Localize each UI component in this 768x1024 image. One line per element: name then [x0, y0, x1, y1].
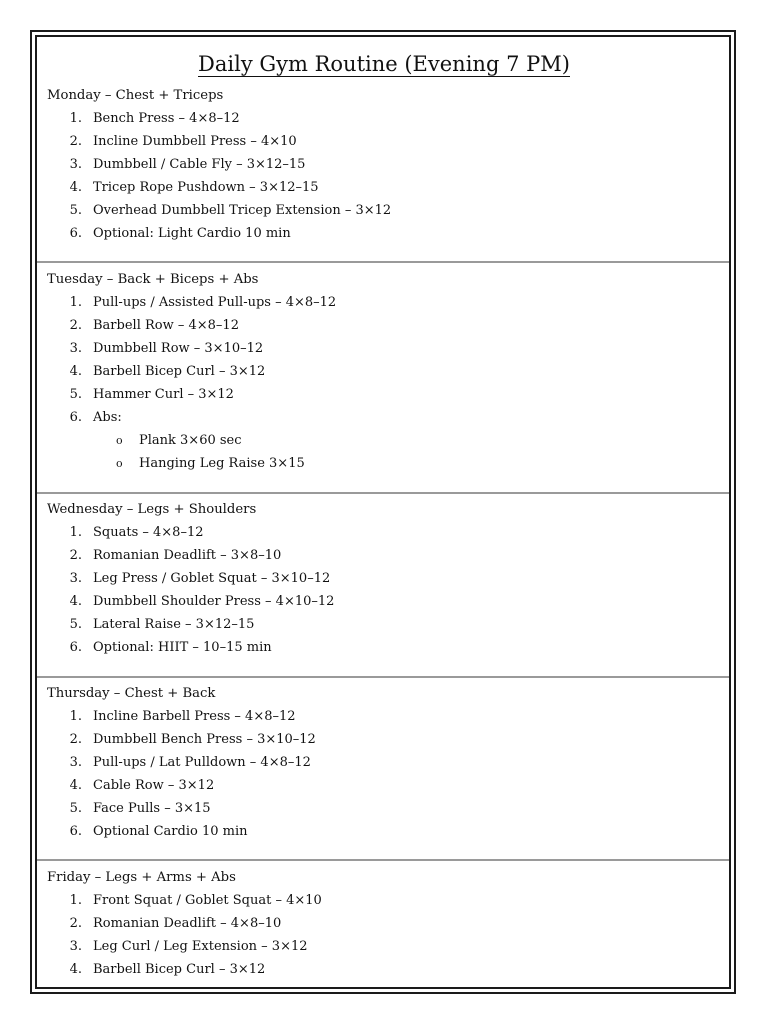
item-text: Dumbbell Shoulder Press – 4×10–12	[93, 594, 335, 609]
item-number: 5.	[69, 801, 82, 816]
item-number: 4.	[69, 180, 82, 195]
list-item	[47, 409, 727, 432]
list-item	[47, 593, 727, 616]
day-section-friday	[47, 869, 727, 984]
item-number: 2.	[69, 732, 82, 747]
item-number: 5.	[69, 617, 82, 632]
list-item	[47, 800, 727, 823]
item-number: 1.	[69, 111, 82, 126]
item-text: Barbell Bicep Curl – 3×12	[93, 364, 266, 379]
list-item	[47, 570, 727, 593]
list-item	[47, 547, 727, 570]
section-divider	[37, 261, 729, 263]
day-heading: Monday – Chest + Triceps	[47, 88, 224, 103]
item-number: 3.	[69, 157, 82, 172]
item-text: Front Squat / Goblet Squat – 4×10	[93, 893, 322, 908]
item-number: 3.	[69, 755, 82, 770]
page-title-text: Daily Gym Routine (Evening 7 PM)	[198, 52, 570, 76]
day-section-wednesday	[47, 501, 727, 662]
list-item	[47, 386, 727, 409]
item-text: Hammer Curl – 3×12	[93, 387, 234, 402]
sub-item-text: Plank 3×60 sec	[139, 433, 242, 448]
list-item	[47, 133, 727, 156]
item-number: 1.	[69, 525, 82, 540]
item-text: Romanian Deadlift – 4×8–10	[93, 916, 282, 931]
list-item	[47, 202, 727, 225]
item-number: 2.	[69, 916, 82, 931]
section-divider	[37, 492, 729, 494]
list-item	[47, 823, 727, 846]
sub-item-text: Hanging Leg Raise 3×15	[139, 456, 305, 471]
list-item	[47, 340, 727, 363]
item-text: Pull-ups / Assisted Pull-ups – 4×8–12	[93, 295, 337, 310]
item-text: Dumbbell Row – 3×10–12	[93, 341, 264, 356]
list-item	[47, 225, 727, 248]
item-text: Squats – 4×8–12	[93, 525, 204, 540]
page-title	[0, 50, 768, 78]
item-text: Tricep Rope Pushdown – 3×12–15	[93, 180, 319, 195]
list-item	[47, 938, 727, 961]
item-number: 6.	[69, 410, 82, 425]
item-number: 4.	[69, 778, 82, 793]
item-number: 3.	[69, 939, 82, 954]
day-heading: Friday – Legs + Arms + Abs	[47, 870, 236, 885]
list-item	[47, 961, 727, 984]
list-item	[47, 156, 727, 179]
list-item	[47, 317, 727, 340]
day-heading: Wednesday – Legs + Shoulders	[47, 502, 257, 517]
list-item	[47, 363, 727, 386]
item-text: Barbell Row – 4×8–12	[93, 318, 239, 333]
item-number: 2.	[69, 548, 82, 563]
item-text: Dumbbell Bench Press – 3×10–12	[93, 732, 316, 747]
item-text: Incline Dumbbell Press – 4×10	[93, 134, 297, 149]
list-item	[47, 616, 727, 639]
section-divider	[37, 676, 729, 678]
sub-list-item	[47, 455, 727, 478]
item-number: 2.	[69, 318, 82, 333]
day-section-tuesday	[47, 271, 727, 478]
item-number: 2.	[69, 134, 82, 149]
item-text: Lateral Raise – 3×12–15	[93, 617, 255, 632]
item-number: 1.	[69, 709, 82, 724]
item-text: Romanian Deadlift – 3×8–10	[93, 548, 282, 563]
list-item	[47, 754, 727, 777]
list-item	[47, 915, 727, 938]
item-text: Leg Press / Goblet Squat – 3×10–12	[93, 571, 331, 586]
list-item	[47, 731, 727, 754]
day-section-thursday	[47, 685, 727, 846]
circle-bullet-icon: o	[116, 434, 123, 447]
item-number: 6.	[69, 824, 82, 839]
item-text: Face Pulls – 3×15	[93, 801, 211, 816]
item-text: Leg Curl / Leg Extension – 3×12	[93, 939, 308, 954]
item-text: Optional: HIIT – 10–15 min	[93, 640, 272, 655]
item-text: Abs:	[93, 410, 122, 425]
item-text: Barbell Bicep Curl – 3×12	[93, 962, 266, 977]
item-number: 4.	[69, 594, 82, 609]
item-number: 1.	[69, 893, 82, 908]
circle-bullet-icon: o	[116, 457, 123, 470]
item-number: 3.	[69, 571, 82, 586]
item-number: 5.	[69, 387, 82, 402]
day-heading: Tuesday – Back + Biceps + Abs	[47, 272, 259, 287]
item-text: Cable Row – 3×12	[93, 778, 215, 793]
item-number: 6.	[69, 640, 82, 655]
item-number: 3.	[69, 341, 82, 356]
item-text: Optional: Light Cardio 10 min	[93, 226, 291, 241]
list-item	[47, 179, 727, 202]
section-divider	[37, 859, 729, 861]
list-item	[47, 294, 727, 317]
day-section-monday	[47, 87, 727, 248]
item-text: Incline Barbell Press – 4×8–12	[93, 709, 296, 724]
item-text: Pull-ups / Lat Pulldown – 4×8–12	[93, 755, 311, 770]
day-heading: Thursday – Chest + Back	[47, 686, 216, 701]
list-item	[47, 708, 727, 731]
item-text: Dumbbell / Cable Fly – 3×12–15	[93, 157, 306, 172]
item-number: 5.	[69, 203, 82, 218]
item-number: 1.	[69, 295, 82, 310]
list-item	[47, 639, 727, 662]
item-text: Overhead Dumbbell Tricep Extension – 3×12	[93, 203, 392, 218]
sub-list-item	[47, 432, 727, 455]
item-text: Optional Cardio 10 min	[93, 824, 248, 839]
list-item	[47, 110, 727, 133]
item-text: Bench Press – 4×8–12	[93, 111, 240, 126]
item-number: 4.	[69, 962, 82, 977]
list-item	[47, 524, 727, 547]
list-item	[47, 777, 727, 800]
item-number: 4.	[69, 364, 82, 379]
list-item	[47, 892, 727, 915]
item-number: 6.	[69, 226, 82, 241]
